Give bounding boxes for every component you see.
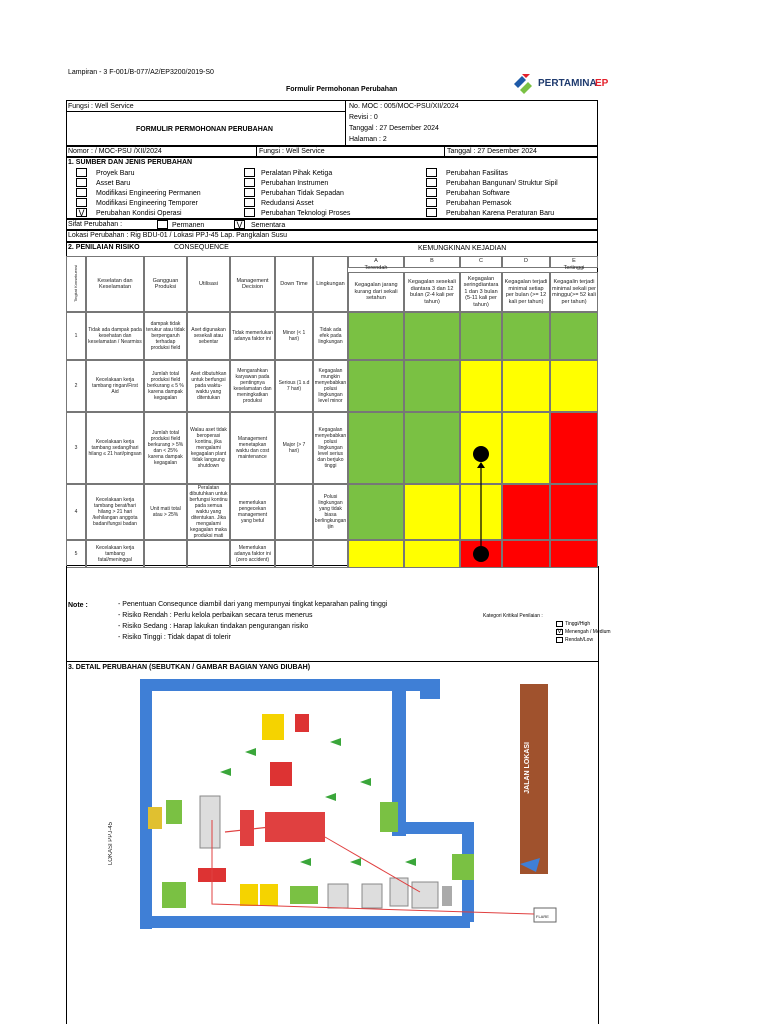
page-title: Formulir Permohonan Perubahan (286, 86, 398, 93)
risk-cell (348, 540, 404, 568)
consequence-cell: Kecelakaan kerja tambang sedang/hari hilang ≤ 21 hari/pingsan (86, 412, 144, 484)
risk-reduction-arrow (475, 462, 487, 546)
source-label: Redudansi Asset (261, 200, 314, 207)
risk-marker-residual (473, 546, 489, 562)
form-title: FORMULIR PERMOHONAN PERUBAHAN (136, 126, 273, 133)
consequence-cell: Tidak ada efek pada lingkungan (313, 312, 348, 360)
source-label: Perubahan Kondisi Operasi (96, 210, 182, 217)
kategori-label: Tinggi/High (565, 621, 591, 627)
flare-label: FLARE (536, 914, 549, 919)
site-layout-drawing (100, 672, 580, 948)
consequence-cell: Kecelakaan kerja tambang ringan/First Aid (86, 360, 144, 412)
consequence-level: 2 (66, 360, 86, 412)
logo-text: PERTAMINA (538, 78, 597, 89)
consequence-side-label: Tingkat Konsekuensi (66, 256, 86, 312)
consequence-cell: Kegagalan mungkin menyebabkan polusi lingkungan level minor (313, 360, 348, 412)
risk-cell (348, 484, 404, 540)
risk-cell (550, 412, 598, 484)
consequence-cell: Minor (< 1 hari) (275, 312, 313, 360)
consequence-cell: Tidak ada dampak pada kesehatan dan keselamatan / Nearmiss (86, 312, 144, 360)
source-label: Modifikasi Engineering Permanen (96, 190, 201, 197)
consequence-column-header: Keselatan dan Keselamatan (86, 256, 144, 312)
sifat-row (66, 219, 598, 230)
no-moc: No. MOC : 005/MOC-PSU/XII/2024 (349, 103, 459, 110)
lokasi-perubahan: Lokasi Perubahan : Rig BDU-01 / Lokasi PPJ-45 Lap. Pangkalan Susu (68, 232, 288, 239)
source-checkbox[interactable] (244, 188, 255, 197)
risk-cell (550, 312, 598, 360)
consequence-column-header: Down Time (275, 256, 313, 312)
risk-cell (460, 312, 502, 360)
consequence-cell (275, 484, 313, 540)
kategori-label: Menengah / Medium (565, 629, 611, 635)
fungsi-label: Fungsi : Well Service (68, 103, 134, 110)
risk-cell (502, 312, 550, 360)
likelihood-name: Tertinggi (563, 264, 585, 271)
risk-cell (404, 540, 460, 568)
consequence-cell: Walau aset tidak beroperasi kontinu, jika mengalami kegagalan plant tidak langsung shutdown (187, 412, 230, 484)
consequence-cell (275, 540, 313, 568)
risk-cell (502, 540, 550, 568)
permanen-label: Permanen (172, 222, 205, 229)
section-2-title: 2. PENILAIAN RISIKO (68, 244, 140, 251)
consequence-level: 5 (66, 540, 86, 568)
likelihood-description: Kegagalan terjadi minimal setiap per bulan (>= 12 kali per tahun) (502, 272, 550, 312)
consequence-cell: Jumlah total produksi field berkurang ≤ 5 % karena dampak kegagalan (144, 360, 187, 412)
consequence-cell: memerlukan pengecekan management yang betul (230, 484, 275, 540)
logo-suffix: EP (595, 78, 609, 89)
risk-cell (348, 360, 404, 412)
risk-marker-initial (473, 446, 489, 462)
consequence-cell: Serious (1 s.d 7 hari) (275, 360, 313, 412)
consequence-cell (144, 540, 187, 568)
note-line: - Risiko Rendah : Perlu kelola perbaikan secara terus menerus (118, 612, 313, 619)
tanggal: Tanggal : 27 Desember 2024 (349, 125, 439, 132)
info-box (66, 100, 598, 146)
risk-cell (550, 540, 598, 568)
source-checkbox[interactable] (244, 168, 255, 177)
consequence-cell: Tidak memerlukan adanya faktor ini (230, 312, 275, 360)
kategori-checkbox[interactable]: V (557, 629, 562, 635)
kategori-label: Rendah/Low (565, 637, 594, 643)
tanggal-2: Tanggal : 27 Desember 2024 (447, 148, 537, 155)
source-checkbox[interactable] (426, 188, 437, 197)
nomor: Nomor : / MOC-PSU /XII/2024 (68, 148, 162, 155)
likelihood-letter: C (460, 256, 502, 268)
source-checkbox[interactable] (244, 178, 255, 187)
risk-cell (404, 484, 460, 540)
pertamina-logo-icon (510, 72, 536, 98)
source-checkbox[interactable] (426, 168, 437, 177)
likelihood-description: Kegagalan seringdiantara 1 dan 3 bulan (5-11 kali per tahun) (460, 272, 502, 312)
consequence-cell: Aset digunakan sesekali atau sebentar (187, 312, 230, 360)
risk-cell (404, 312, 460, 360)
source-checkbox[interactable] (76, 198, 87, 207)
consequence-cell: dampak tidak terukur atau tidak berpengaruh terhadap produksi field (144, 312, 187, 360)
source-label: Asset Baru (96, 180, 131, 187)
risk-cell (502, 484, 550, 540)
source-checkbox[interactable] (426, 208, 437, 217)
consequence-cell: Polusi lingkungan yang tidak biasa berlingkungan ijin (313, 484, 348, 540)
consequence-column-header: Management Decision (230, 256, 275, 312)
risk-cell (404, 412, 460, 484)
consequence-cell: Major (> 7 hari) (275, 412, 313, 484)
risk-cell (502, 412, 550, 484)
section-3-title: 3. DETAIL PERUBAHAN (SEBUTKAN / GAMBAR BAGIAN YANG DIUBAH) (68, 664, 311, 671)
consequence-cell: Kecelakaan kerja tambang fatal/meninggal (86, 540, 144, 568)
note-line: - Risiko Sedang : Harap lakukan tindakan pengurangan risiko (118, 623, 309, 630)
consequence-cell: Unit mati total atau > 25% (144, 484, 187, 540)
note-line: - Penentuan Consequnce diambil dari yang mempunyai tingkat keparahan paling tinggi (118, 601, 388, 608)
source-label: Perubahan Bangunan/ Struktur Sipil (446, 180, 558, 187)
source-label: Perubahan Instrumen (261, 180, 329, 187)
consequence-column-header: Utilisasi (187, 256, 230, 312)
revisi: Revisi : 0 (349, 114, 378, 121)
consequence-level: 4 (66, 484, 86, 540)
permanen-checkbox[interactable] (157, 220, 168, 229)
risk-cell (550, 484, 598, 540)
likelihood-description: Kegagalin terjadi minimal sekali per minggu(>= 52 kali per tahun) (550, 272, 598, 312)
source-checkbox[interactable] (426, 178, 437, 187)
halaman: Halaman : 2 (349, 136, 387, 143)
source-label: Perubahan Software (446, 190, 510, 197)
consequence-cell: Mengarahkan karyawan pada pentingnya keselamatan dan meningkatkan produksi (230, 360, 275, 412)
source-checkbox[interactable] (244, 208, 255, 217)
consequence-cell: Kecelakaan kerja tambang berat/hari hilang > 21 hari /kehilangan anggota badan/fungsi badan (86, 484, 144, 540)
pertamina-logo (510, 72, 620, 98)
consequence-column-header: Gangguan Produksi (144, 256, 187, 312)
source-label: Modifikasi Engineering Temporer (96, 200, 198, 207)
risk-cell (404, 360, 460, 412)
source-label: Perubahan Fasilitas (446, 170, 508, 177)
kategori-title: Kategori Kritikal Penilaian : (483, 613, 543, 619)
sementara-label: Sementara (251, 222, 286, 229)
lampiran-code: Lampiran - 3 F-001/B-077/A2/EP3200/2019-S0 (68, 69, 214, 76)
site-layout-svg (100, 672, 580, 948)
likelihood-name: Terendah (364, 264, 388, 271)
note-label: Note : (68, 602, 88, 609)
fungsi-2: Fungsi : Well Service (259, 148, 325, 155)
consequence-cell: Peralatan dibutuhkan untuk berfungsi kontinu pada semua waktu yang ditentukan. Jika mengalami kegagalan maka produksi mati (187, 484, 230, 540)
sifat-label: Sifat Perubahan : (68, 221, 123, 228)
likelihood-description: Kegagalan sesekali diantara 3 dan 12 bulan (2-4 kali per tahun) (404, 272, 460, 312)
source-checkbox[interactable] (244, 198, 255, 207)
source-label: Peralatan Pihak Ketiga (261, 170, 333, 177)
source-label: Perubahan Pemasok (446, 200, 512, 207)
note-line: - Risiko Tinggi : Tidak dapat di tolerir (118, 634, 231, 641)
kategori-checkbox[interactable] (556, 621, 563, 627)
source-checkbox[interactable] (76, 188, 87, 197)
jalan-lokasi-label: JALAN LOKASI (524, 742, 531, 794)
consequence-cell: Aset dibutuhkan untuk berfungsi pada waktu-waktu yang ditentukan (187, 360, 230, 412)
kategori-checkbox[interactable] (556, 637, 563, 643)
likelihood-description: Kegagalan jarang kurang dari sekali setahun (348, 272, 404, 312)
source-checkbox[interactable]: V (76, 208, 87, 217)
source-label: Proyek Baru (96, 170, 135, 177)
sementara-checkbox[interactable]: V (234, 220, 245, 229)
risk-cell (348, 312, 404, 360)
risk-cell (348, 412, 404, 484)
likelihood-letter: E (550, 256, 598, 268)
consequence-cell: Kegagalan menyebabkan polusi lingkungan level serius dan berjuko tinggi (313, 412, 348, 484)
source-checkbox[interactable] (76, 168, 87, 177)
consequence-cell: Memerlukan adanya faktor ini (zero accident) (230, 540, 275, 568)
consequence-label: CONSEQUENCE (174, 244, 229, 251)
source-label: Perubahan Tidak Sepadan (261, 190, 344, 197)
likelihood-letter: B (404, 256, 460, 268)
likelihood-letter: D (502, 256, 550, 268)
source-checkbox[interactable] (76, 178, 87, 187)
risk-cell (502, 360, 550, 412)
consequence-cell (313, 540, 348, 568)
source-checkbox[interactable] (426, 198, 437, 207)
lokasi-ppj-label: LOKASI PPJ-45 (108, 822, 114, 866)
likelihood-letter: A (348, 256, 404, 268)
risk-cell (550, 360, 598, 412)
consequence-cell (187, 540, 230, 568)
source-label: Perubahan Teknologi Proses (261, 210, 351, 217)
section-1-title: 1. SUMBER DAN JENIS PERUBAHAN (68, 159, 193, 166)
risk-cell (460, 360, 502, 412)
source-label: Perubahan Karena Peraturan Baru (446, 210, 555, 217)
consequence-cell: Jumlah total produksi field berkurang > 5% dan < 25% karena dampak kegagalan (144, 412, 187, 484)
consequence-cell: Management menetapkan waktu dan cost maintenance (230, 412, 275, 484)
consequence-level: 3 (66, 412, 86, 484)
likelihood-label: KEMUNGKINAN KEJADIAN (418, 245, 507, 252)
consequence-column-header: Lingkungan (313, 256, 348, 312)
consequence-level: 1 (66, 312, 86, 360)
